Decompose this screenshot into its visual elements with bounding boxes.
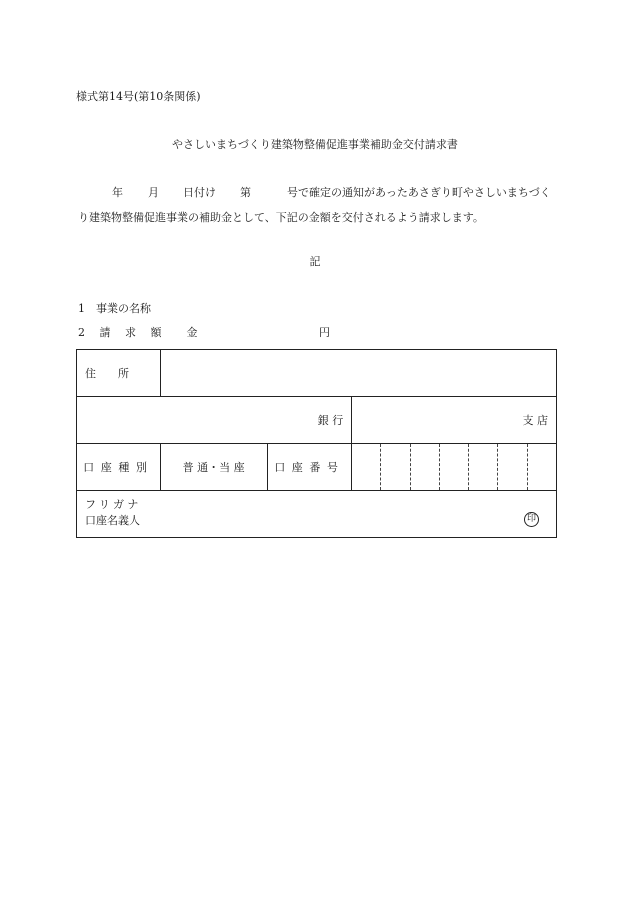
account-digit-box[interactable] [527, 444, 556, 491]
account-digit-box[interactable] [410, 444, 439, 491]
account-digit-box[interactable] [469, 444, 498, 491]
seal-icon: 印 [524, 512, 539, 527]
account-holder-label: 口座名義人 [85, 514, 140, 527]
account-digit-box[interactable] [352, 444, 381, 491]
account-digit-box[interactable] [498, 444, 527, 491]
account-digit-box[interactable] [439, 444, 468, 491]
item2-kin: 金 [186, 326, 198, 339]
item2-yen: 円 [319, 326, 330, 339]
month-label: 月 [148, 186, 159, 199]
item2-number: 2 [78, 326, 85, 339]
account-type-options[interactable]: 普 通・当 座 [160, 444, 267, 491]
item2-label: 請 求 額 [99, 326, 167, 339]
address-field[interactable] [160, 350, 556, 397]
number-prefix: 第 [240, 186, 251, 199]
branch-label: 支 店 [522, 414, 548, 427]
date-label: 日付け [183, 186, 216, 199]
item-request-amount [78, 324, 330, 340]
account-digit-box[interactable] [381, 444, 410, 491]
paragraph-text: 号で確定の通知があったあさぎり町やさしいまちづくり建築物整備促進事業の補助金として、下記の金額を交付されるよう請求します。 [78, 186, 551, 224]
branch-name-field[interactable] [352, 397, 557, 444]
form-number: 様式第14号(第10条関係) [76, 90, 201, 103]
bank-label: 銀 行 [317, 414, 344, 427]
request-paragraph [78, 180, 558, 230]
furigana-label: フリガナ [85, 498, 142, 511]
bank-name-field[interactable] [77, 397, 352, 444]
address-label: 住 所 [77, 350, 161, 397]
account-holder-field[interactable] [77, 491, 557, 538]
item-project-name: 1 事業の名称 [78, 302, 151, 315]
ki-heading: 記 [309, 255, 321, 268]
document-title: やさしいまちづくり建築物整備促進事業補助金交付請求書 [172, 138, 458, 151]
bank-info-table [76, 349, 557, 538]
account-number-label: 口座番号 [267, 444, 352, 491]
year-label: 年 [112, 186, 123, 199]
account-type-label: 口座種別 [77, 444, 161, 491]
